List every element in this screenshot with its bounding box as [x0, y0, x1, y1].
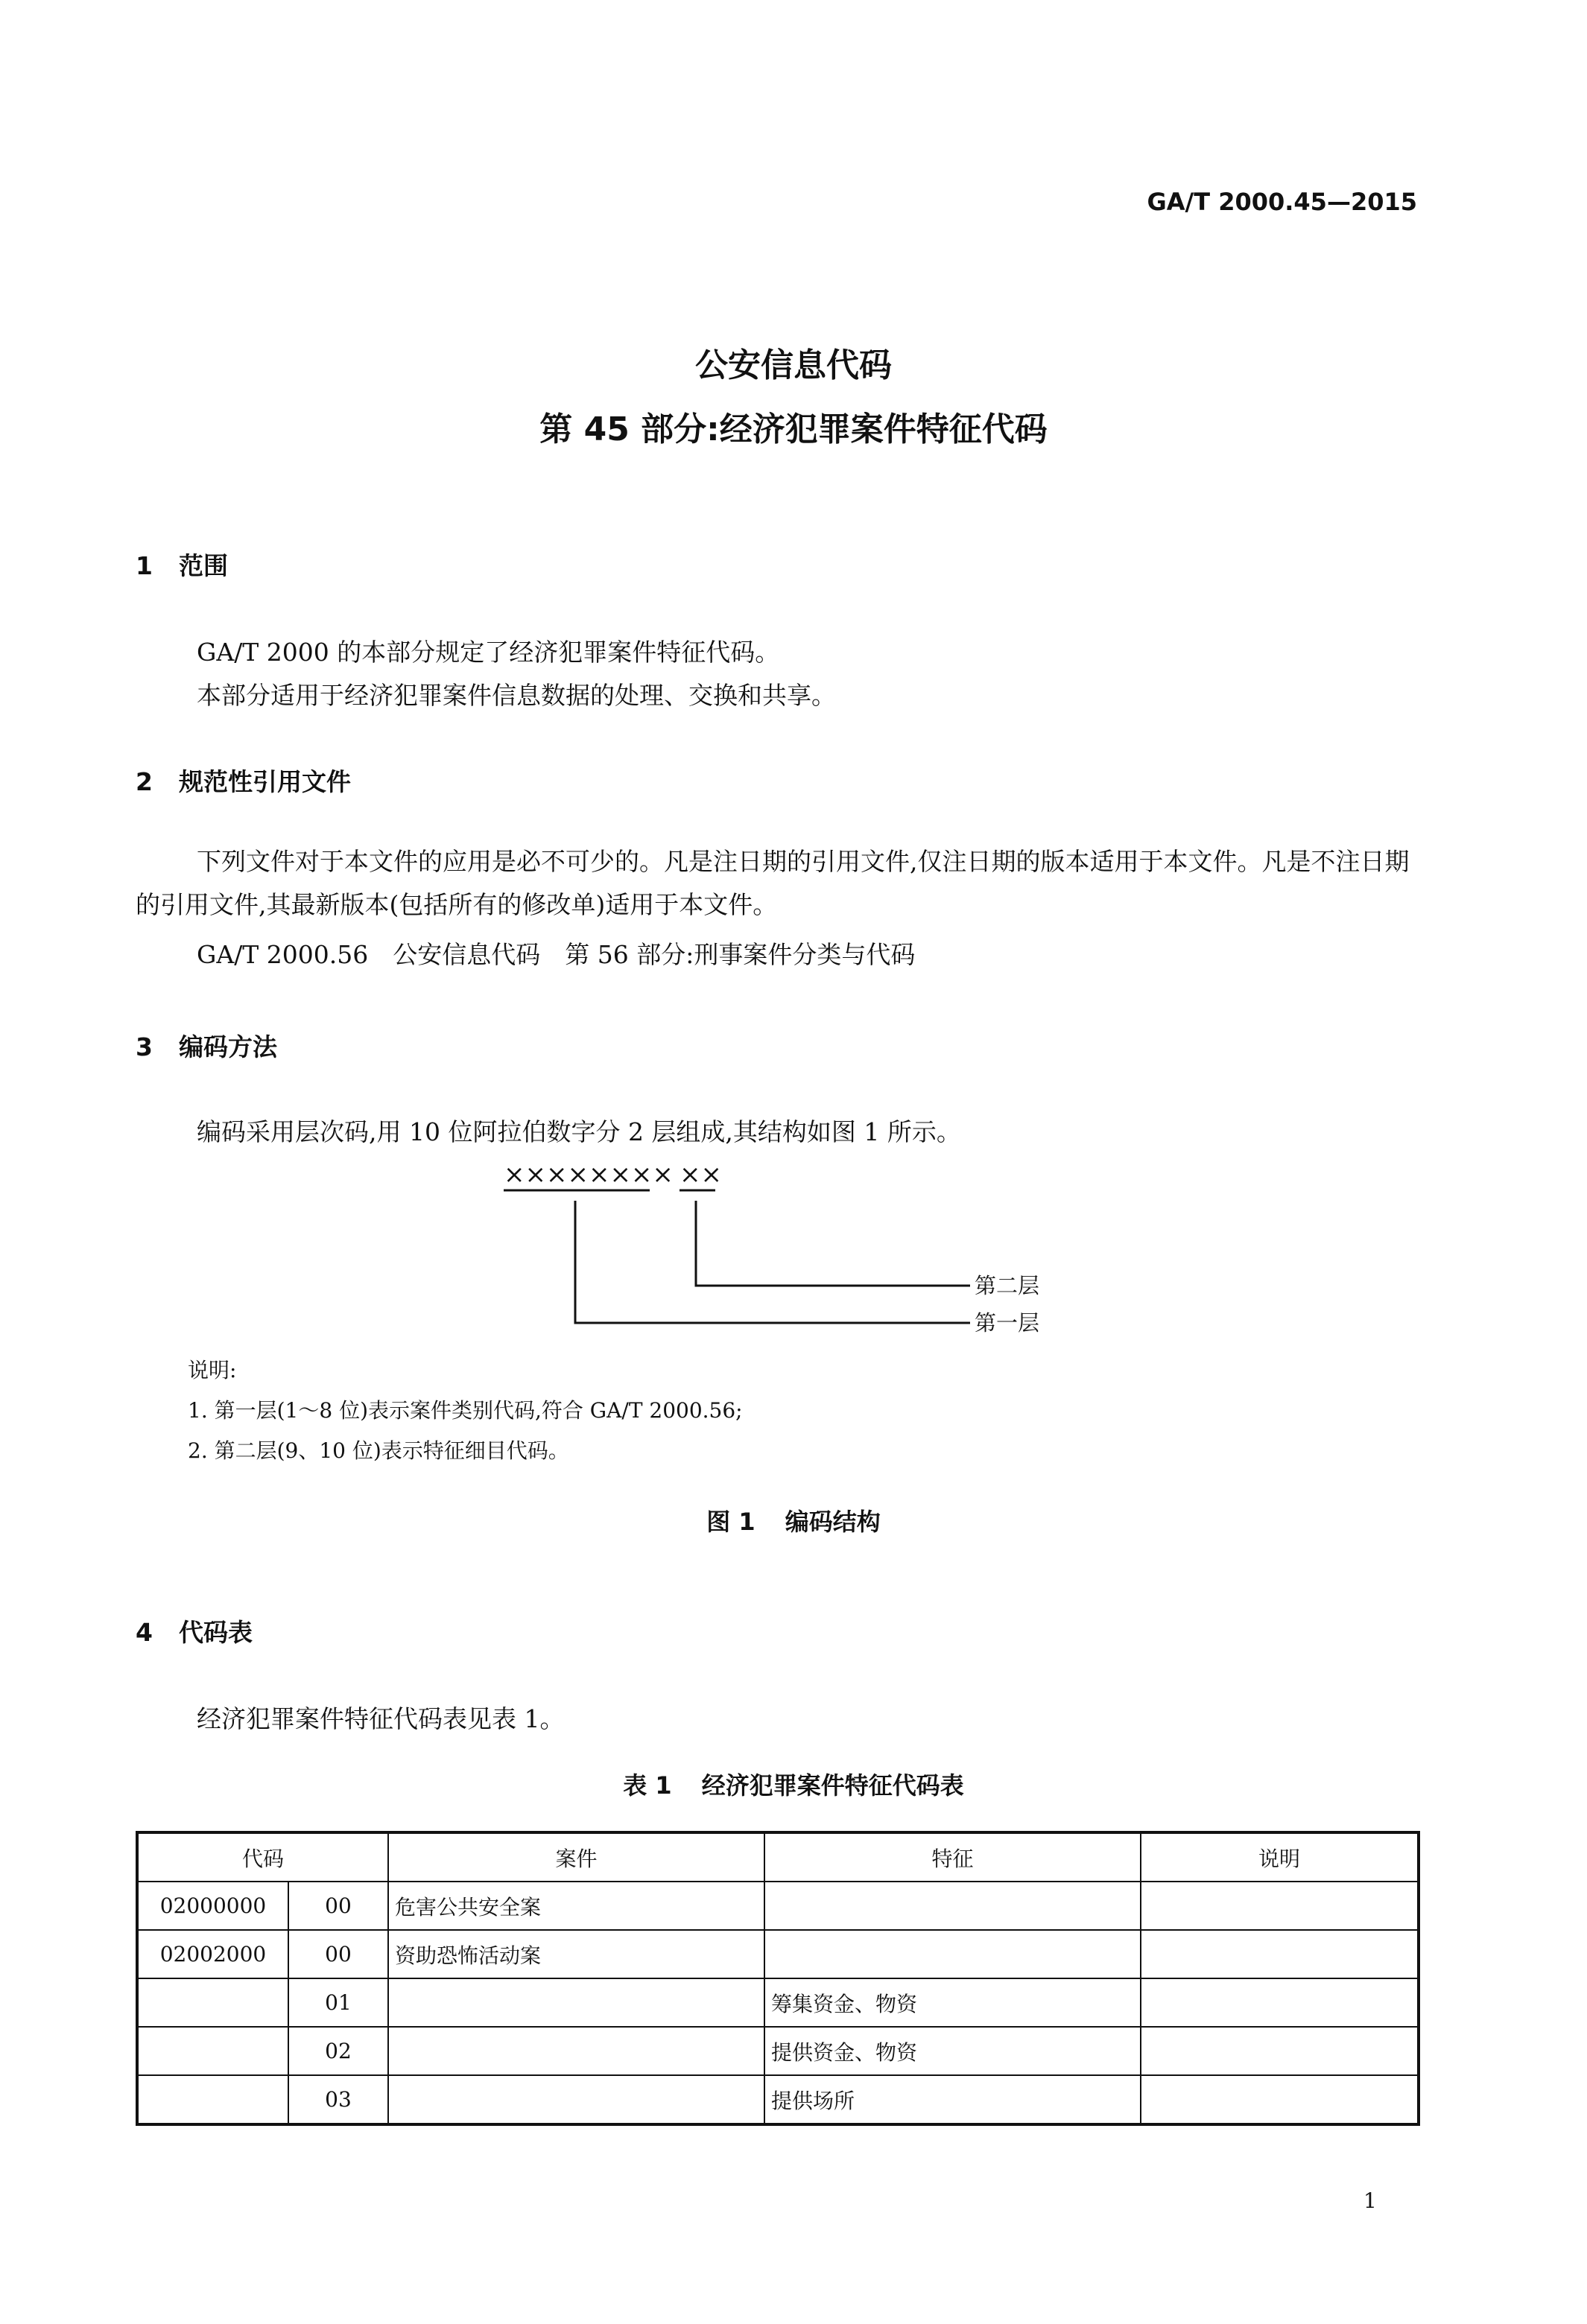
- second-layer-digits: ××: [680, 1160, 722, 1190]
- cell-note: [1141, 1978, 1419, 2027]
- section-title: 范围: [179, 551, 228, 580]
- section-title: 编码方法: [179, 1032, 277, 1061]
- cell-subcode: 00: [288, 1882, 388, 1930]
- table-caption-text: 经济犯罪案件特征代码表: [701, 1771, 964, 1800]
- figure-caption-number: 图 1: [706, 1508, 756, 1536]
- section-number: 4: [136, 1618, 153, 1647]
- cell-code: [137, 2075, 288, 2124]
- cell-code: 02002000: [137, 1930, 288, 1978]
- section-number: 1: [136, 551, 153, 580]
- section-number: 2: [136, 767, 153, 796]
- first-layer-label: 第一层: [975, 1310, 1040, 1336]
- table-row: [137, 1930, 1419, 1978]
- section-2-paragraph: 下列文件对于本文件的应用是必不可少的。凡是注日期的引用文件,仅注日期的版本适用于本文件。凡是不注日期的引用文件,其最新版本(包括所有的修改单)适用于本文件。: [136, 847, 1410, 919]
- cell-note: [1141, 1882, 1419, 1930]
- figure-notes-title: 说明:: [188, 1358, 237, 1382]
- first-layer-digits: ××××××××: [504, 1160, 674, 1190]
- figure-caption-text: 编码结构: [785, 1508, 881, 1536]
- cell-note: [1141, 1930, 1419, 1978]
- header-code: 代码: [137, 1832, 388, 1882]
- cell-feature: 提供资金、物资: [764, 2027, 1141, 2075]
- cell-case: 资助恐怖活动案: [388, 1930, 764, 1978]
- section-4-heading: [136, 1613, 253, 1648]
- cell-case: [388, 2027, 764, 2075]
- header-feature: 特征: [764, 1832, 1141, 1882]
- document-title-line1: 公安信息代码: [695, 346, 892, 384]
- table-caption: [0, 1767, 1587, 1801]
- table-row: [137, 1882, 1419, 1930]
- code-table: [136, 1831, 1420, 2126]
- figure-note-1: 1. 第一层(1～8 位)表示案件类别代码,符合 GA/T 2000.56;: [188, 1398, 743, 1423]
- section-title: 代码表: [179, 1618, 253, 1647]
- section-3-paragraph: 编码采用层次码,用 10 位阿拉伯数字分 2 层组成,其结构如图 1 所示。: [197, 1117, 961, 1146]
- section-1-paragraph-1: GA/T 2000 的本部分规定了经济犯罪案件特征代码。: [197, 638, 780, 667]
- document-title-line2: 第 45 部分:经济犯罪案件特征代码: [539, 410, 1048, 448]
- cell-subcode: 03: [288, 2075, 388, 2124]
- page-number: 1: [1363, 2188, 1377, 2213]
- figure-note-2: 2. 第二层(9、10 位)表示特征细目代码。: [188, 1438, 569, 1463]
- first-layer-connector: [575, 1201, 970, 1323]
- cell-case: [388, 2075, 764, 2124]
- cell-subcode: 00: [288, 1930, 388, 1978]
- section-2-reference: GA/T 2000.56 公安信息代码 第 56 部分:刑事案件分类与代码: [197, 940, 916, 969]
- cell-feature: 筹集资金、物资: [764, 1978, 1141, 2027]
- cell-subcode: 01: [288, 1978, 388, 2027]
- cell-note: [1141, 2075, 1419, 2124]
- header-note: 说明: [1141, 1832, 1419, 1882]
- cell-feature: [764, 1882, 1141, 1930]
- table-caption-number: 表 1: [623, 1771, 672, 1800]
- cell-code: [137, 2027, 288, 2075]
- section-1-paragraph-2: 本部分适用于经济犯罪案件信息数据的处理、交换和共享。: [197, 681, 836, 710]
- table-header-row: [137, 1832, 1419, 1882]
- cell-subcode: 02: [288, 2027, 388, 2075]
- standard-number: GA/T 2000.45—2015: [1147, 188, 1417, 216]
- cell-code: 02000000: [137, 1882, 288, 1930]
- cell-case: 危害公共安全案: [388, 1882, 764, 1930]
- table-row: [137, 1978, 1419, 2027]
- cell-feature: 提供场所: [764, 2075, 1141, 2124]
- cell-case: [388, 1978, 764, 2027]
- section-number: 3: [136, 1032, 153, 1061]
- cell-note: [1141, 2027, 1419, 2075]
- cell-code: [137, 1978, 288, 2027]
- table-row: [137, 2027, 1419, 2075]
- second-layer-connector: [696, 1201, 970, 1286]
- cell-feature: [764, 1930, 1141, 1978]
- section-4-paragraph: 经济犯罪案件特征代码表见表 1。: [197, 1704, 565, 1733]
- figure-caption: [0, 1503, 1587, 1537]
- section-title: 规范性引用文件: [179, 767, 351, 796]
- second-layer-label: 第二层: [975, 1273, 1040, 1298]
- header-case: 案件: [388, 1832, 764, 1882]
- table-row: [137, 2075, 1419, 2124]
